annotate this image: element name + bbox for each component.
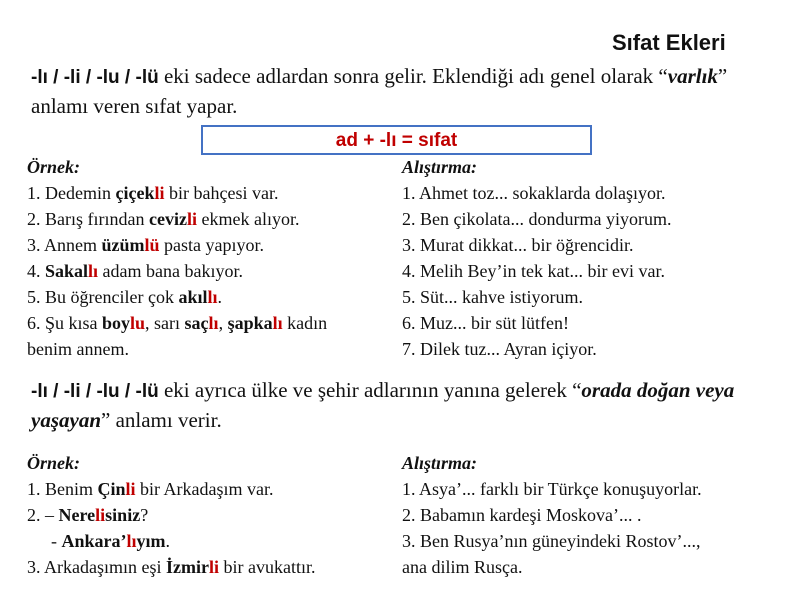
list-item: - Ankara’lıyım. [51,531,171,551]
list-item: 1. Benim Çinli bir Arkadaşım var. [27,479,274,499]
rule-box: ad + -lı = sıfat [201,125,592,155]
list-item: 3. Ben Rusya’nın güneyindeki Rostov’..., [402,531,701,551]
list-item: 6. Şu kısa boylu, sarı saçlı, şapkalı kadın [27,313,328,333]
list-item: 5. Bu öğrenciler çok akıllı. [27,287,222,307]
intro-quote-open: “ [658,64,668,88]
list-item: 3. Annem üzümlü pasta yapıyor. [27,235,265,255]
list-item: 6. Muz... bir süt lütfen! [402,313,569,333]
second-text-a: eki ayrıca ülke ve şehir adlarının yanına gelerek “ [158,378,582,402]
list-item: 2. Barış fırından cevizli ekmek alıyor. [27,209,300,229]
suffix-list: -lı / -li / -lu / -lü [31,381,159,402]
second-paragraph [31,376,781,435]
second-text-b: ” anlamı verir. [101,408,222,432]
list-item: 7. Dilek tuz... Ayran içiyor. [402,339,597,359]
page-title: Sıfat Ekleri [612,30,726,55]
list-item: 2. Ben çikolata... dondurma yiyorum. [402,209,672,229]
example-list-2 [27,450,402,580]
exercise-heading: Alıştırma: [402,453,478,473]
list-item: 1. Dedemin çiçekli bir bahçesi var. [27,183,279,203]
list-item: 2. – Nerelisiniz? [27,505,149,525]
intro-paragraph [31,62,781,121]
list-item: 3. Murat dikkat... bir öğrencidir. [402,235,634,255]
intro-text-a: eki sadece adlardan sonra gelir. Eklendiği adı genel olarak [158,64,659,88]
intro-term: varlık [667,64,718,88]
example-heading: Örnek: [27,453,80,473]
list-item: 5. Süt... kahve istiyorum. [402,287,583,307]
example-heading: Örnek: [27,157,80,177]
list-item: 2. Babamın kardeşi Moskova’... . [402,505,642,525]
list-item: 1. Asya’... farklı bir Türkçe konuşuyorlar. [402,479,702,499]
list-item: ana dilim Rusça. [402,557,523,577]
exercise-list-2 [402,450,794,580]
list-item: 1. Ahmet toz... sokaklarda dolaşıyor. [402,183,666,203]
exercise-heading: Alıştırma: [402,157,478,177]
list-item: benim annem. [27,339,129,359]
suffix-list: -lı / -li / -lu / -lü [31,67,159,88]
list-item: 4. Melih Bey’in tek kat... bir evi var. [402,261,665,281]
list-item: 3. Arkadaşımın eşi İzmirli bir avukattır. [27,557,316,577]
example-list-1 [27,154,402,362]
exercise-list-1 [402,154,794,362]
second-term: orada doğan veya yaşayan [31,378,735,432]
intro-text-b: ” anlamı veren sıfat yapar. [31,64,728,118]
list-item: 4. Sakallı adam bana bakıyor. [27,261,243,281]
